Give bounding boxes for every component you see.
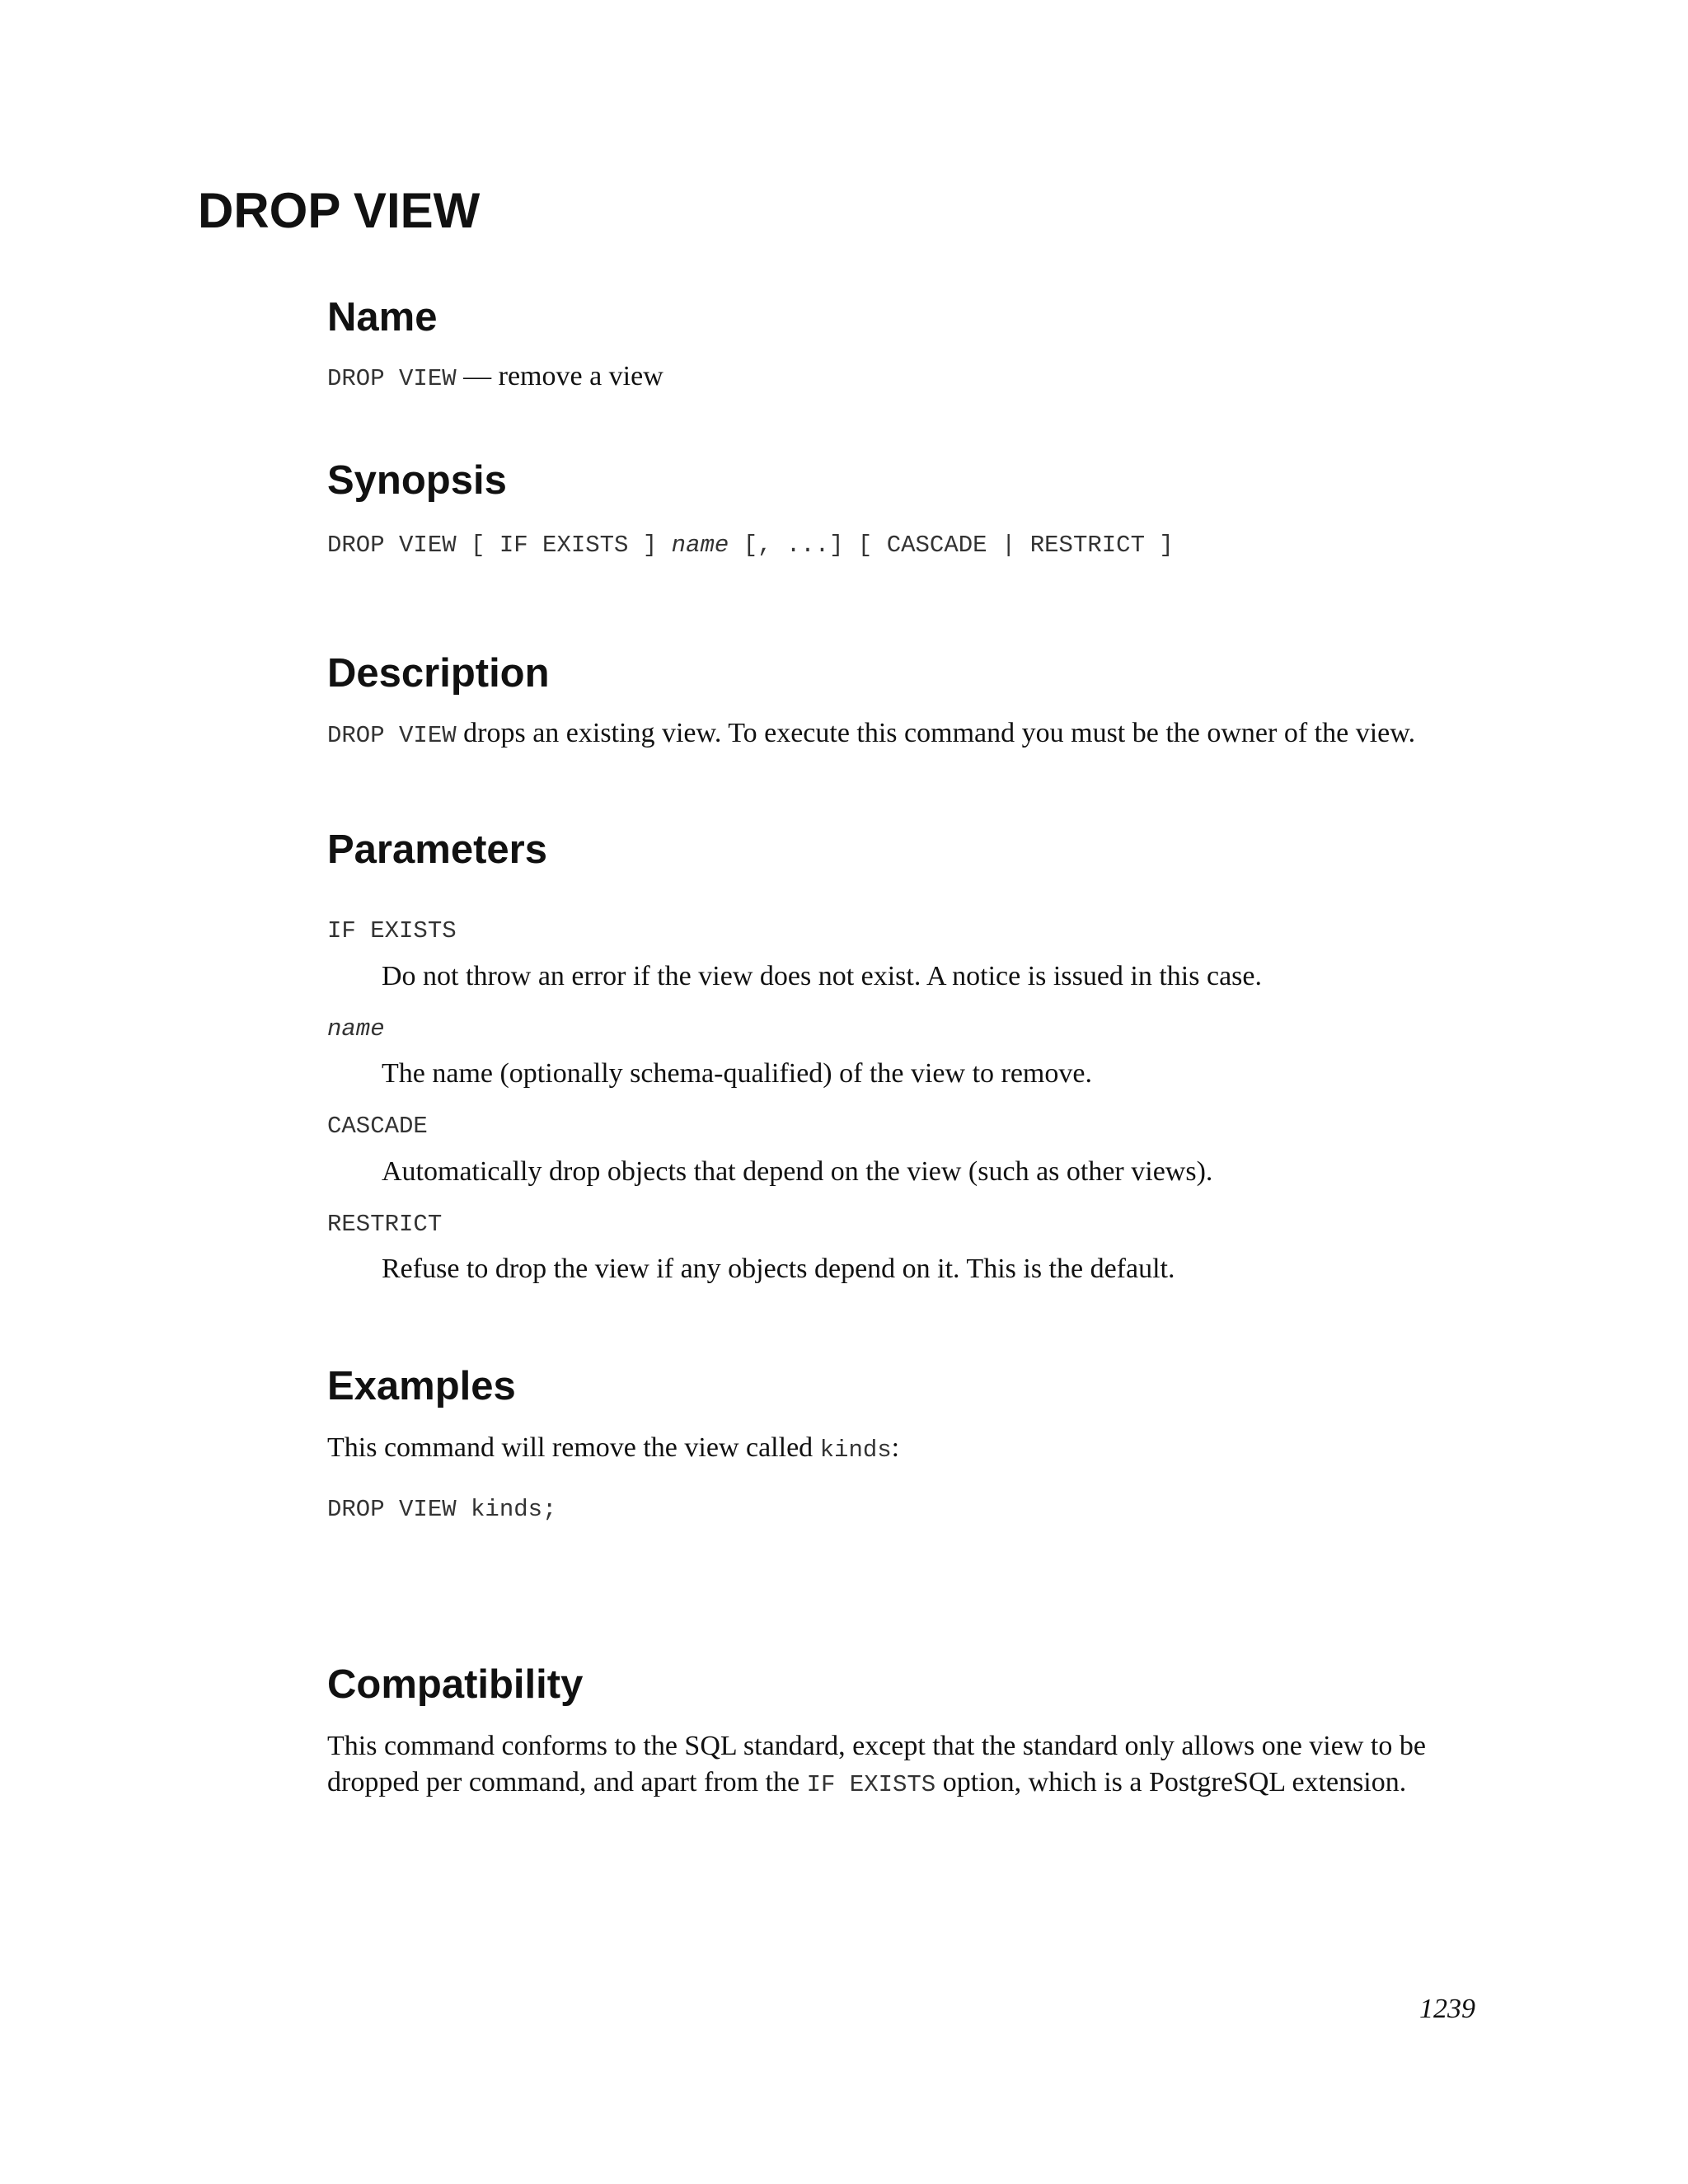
examples-intro-end: : <box>891 1432 900 1463</box>
examples-code-block: DROP VIEW kinds; <box>327 1496 557 1523</box>
param-def-name: The name (optionally schema-qualified) of the view to remove. <box>382 1058 1092 1089</box>
name-command: DROP VIEW <box>327 365 457 392</box>
synopsis-code <box>327 529 1174 562</box>
compatibility-text <box>327 1728 1481 1803</box>
synopsis-part2: [, ...] [ CASCADE | RESTRICT ] <box>729 532 1174 559</box>
examples-intro-text: This command will remove the view called <box>327 1432 820 1463</box>
description-body: drops an existing view. To execute this command you must be the owner of the view. <box>456 718 1416 748</box>
examples-heading: Examples <box>327 1364 516 1408</box>
param-term-restrict: RESTRICT <box>327 1211 443 1238</box>
compatibility-heading: Compatibility <box>327 1662 584 1707</box>
description-command: DROP VIEW <box>327 722 457 749</box>
compatibility-text-1: This command conforms to the SQL standard, except that the standard only allows one view to be dropped per command, and apart from the <box>327 1731 1426 1797</box>
synopsis-part1: DROP VIEW [ IF EXISTS ] <box>327 532 672 559</box>
param-def-if-exists: Do not throw an error if the view does not exist. A notice is issued in this case. <box>382 961 1262 991</box>
synopsis-heading: Synopsis <box>327 458 507 503</box>
param-def-restrict: Refuse to drop the view if any objects depend on it. This is the default. <box>382 1254 1175 1284</box>
compatibility-text-2: option, which is a PostgreSQL extension. <box>935 1767 1407 1797</box>
name-summary: — remove a view <box>463 361 663 391</box>
examples-intro-code: kinds <box>819 1436 892 1464</box>
description-heading: Description <box>327 651 550 696</box>
page-title: DROP VIEW <box>198 183 481 238</box>
param-term-cascade: CASCADE <box>327 1113 428 1140</box>
param-term-name: name <box>327 1015 385 1043</box>
name-line <box>327 359 663 397</box>
name-heading: Name <box>327 295 438 340</box>
param-def-cascade: Automatically drop objects that depend on the view (such as other views). <box>382 1156 1213 1187</box>
examples-intro <box>327 1430 899 1469</box>
parameters-heading: Parameters <box>327 827 547 872</box>
page-number: 1239 <box>1419 1994 1475 2024</box>
synopsis-param: name <box>671 532 729 559</box>
param-term-if-exists: IF EXISTS <box>327 917 457 944</box>
compatibility-code: IF EXISTS <box>806 1771 936 1798</box>
description-text <box>327 715 1415 754</box>
